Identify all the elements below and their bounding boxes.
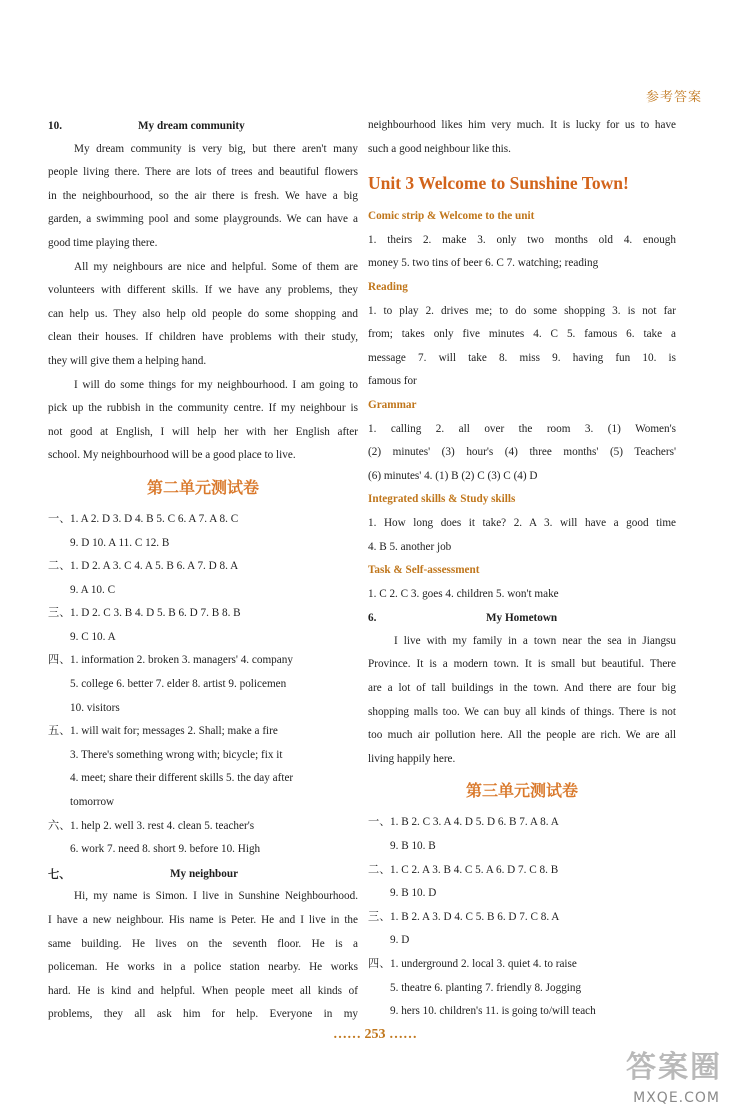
answer-text: 1. underground 2. local 3. quiet 4. to raise — [390, 958, 577, 970]
answer-text: 1. help 2. well 3. rest 4. clean 5. teacher's — [70, 819, 255, 832]
answer-text: 9. C 10. A — [70, 630, 116, 643]
answer-row — [48, 626, 358, 650]
essay-line: not good at English, I will help her with her English after — [48, 425, 358, 438]
answer-label — [48, 673, 70, 697]
right-column — [368, 114, 676, 1024]
essay-line: Hi, my name is Simon. I live in Sunshine Neighbourhood. — [74, 890, 358, 903]
answer-row — [48, 767, 358, 791]
answer-line: 1. calling 2. all over the room 3. (1) Women's — [368, 422, 676, 435]
answer-label — [48, 744, 70, 768]
essay-line: My dream community is very big, but there aren't many — [74, 142, 358, 155]
answer-row — [48, 720, 358, 744]
essay-number: 七、 — [48, 868, 71, 881]
essay-line: same building. He lives on the seventh floor. He is a — [48, 937, 358, 950]
essay-line: problems, they all ask him for help. Everyone in my — [48, 1008, 358, 1021]
answer-text: 9. hers 10. children's 11. is going to/will teach — [390, 1005, 596, 1018]
answer-label — [48, 767, 70, 791]
answer-row — [368, 835, 676, 859]
answer-line: 1. C 2. C 3. goes 4. children 5. won't make — [368, 587, 559, 600]
answer-text: 9. B 10. B — [390, 840, 436, 853]
answer-line: message 7. will take 8. miss 9. having fun 10. is — [368, 351, 676, 364]
answer-text: 1. information 2. broken 3. managers' 4. company — [70, 654, 293, 667]
answer-label — [368, 929, 390, 953]
page-footer — [0, 1027, 750, 1043]
watermark-url: MXQE.COM — [633, 1090, 720, 1106]
answer-text: 6. work 7. need 8. short 9. before 10. High — [70, 843, 261, 856]
watermark-logo: 答案圈 — [626, 1050, 722, 1085]
essay-line: can help us. They also help old people do some shopping and — [48, 307, 358, 320]
answer-text: 1. B 2. C 3. A 4. D 5. D 6. B 7. A 8. A — [390, 816, 559, 829]
answer-text: 5. college 6. better 7. elder 8. artist 9. policemen — [70, 678, 287, 691]
answer-row — [368, 1000, 676, 1024]
answer-row — [368, 929, 676, 953]
answer-label: 一、 — [368, 816, 391, 829]
answer-row — [48, 579, 358, 603]
unit-3-title: Unit 3 Welcome to Sunshine Town! — [368, 173, 629, 194]
answer-label: 二、 — [368, 863, 391, 876]
answer-row — [368, 811, 676, 835]
answer-label — [368, 882, 390, 906]
answer-label — [368, 835, 390, 859]
essay-line: too much air pollution here. All the people are rich. We are all — [368, 729, 676, 742]
answer-line: 1. How long does it take? 2. A 3. will have a good time — [368, 516, 676, 529]
essay-line: All my neighbours are nice and helpful. Some of them are — [74, 260, 358, 273]
answer-text: 3. There's something wrong with; bicycle; fix it — [70, 748, 283, 761]
essay-line: volunteers with different skills. If we have any problems, they — [48, 284, 358, 297]
answer-line: 1. theirs 2. make 3. only two months old 4. enough — [368, 233, 676, 246]
answer-row — [48, 673, 358, 697]
essay-7-header — [48, 862, 358, 886]
answer-text: 9. D 10. A 11. C 12. B — [70, 536, 170, 549]
essay-line: such a good neighbour like this. — [368, 142, 511, 155]
answer-label: 五、 — [48, 725, 71, 738]
answer-row — [48, 697, 358, 721]
answer-text: 1. will wait for; messages 2. Shall; make a fire — [70, 725, 278, 738]
essay-line: I will do some things for my neighbourhood. I am going to — [74, 378, 358, 391]
page-label: 参考答案 — [645, 89, 702, 104]
answer-text: 10. visitors — [70, 701, 120, 714]
section-heading: Reading — [368, 280, 408, 293]
answer-text: 4. meet; share their different skills 5. the day after — [70, 772, 294, 785]
answer-text: tomorrow — [70, 796, 115, 809]
answer-row — [368, 977, 676, 1001]
answer-row — [368, 953, 676, 977]
answer-label: 三、 — [368, 910, 391, 923]
answer-line: (6) minutes' 4. (1) B (2) C (3) C (4) D — [368, 469, 538, 482]
answer-text: 1. D 2. C 3. B 4. D 5. B 6. D 7. B 8. B — [70, 607, 241, 620]
answer-label — [368, 1000, 390, 1024]
essay-line: pick up the rubbish in the community centre. If my neighbour is — [48, 402, 358, 415]
essay-line: hard. He is kind and helpful. When people meet all kinds of — [48, 984, 358, 997]
essay-10-header — [48, 114, 358, 138]
essay-line: Province. It is a modern town. It is small but beautiful. There — [368, 658, 676, 671]
essay-line: shopping malls too. We can buy all kinds of things. There is not — [368, 705, 676, 718]
essay-title: My neighbour — [170, 867, 239, 880]
answer-row — [48, 602, 358, 626]
answer-row — [48, 791, 358, 815]
answer-label — [48, 579, 70, 603]
answer-row — [48, 815, 358, 839]
unit-3-test-title: 第三单元测试卷 — [465, 781, 578, 801]
answer-label — [48, 838, 70, 862]
section-heading: Grammar — [368, 398, 417, 411]
answer-text: 1. A 2. D 3. D 4. B 5. C 6. A 7. A 8. C — [70, 512, 239, 525]
answer-line: 4. B 5. another job — [368, 540, 452, 553]
answer-line: money 5. two tins of beer 6. C 7. watching; reading — [368, 257, 599, 270]
answer-line: from; takes only five minutes 4. C 5. famous 6. take a — [368, 328, 676, 341]
answer-text: 9. A 10. C — [70, 583, 116, 596]
section-heading: Comic strip & Welcome to the unit — [368, 210, 535, 223]
left-column — [48, 114, 358, 1027]
essay-line: I live with my family in a town near the sea in Jiangsu — [394, 634, 676, 647]
footer-dots-left: …… — [333, 1027, 361, 1042]
answer-row — [368, 906, 676, 930]
essay-line: clean their houses. If children have problems with their study, — [48, 331, 358, 344]
page-number: 253 — [364, 1027, 386, 1042]
answer-line: (2) minutes' (3) hour's (4) three months' (5) Teachers' — [368, 446, 676, 459]
answer-label: 四、 — [368, 958, 391, 970]
answer-label — [48, 791, 70, 815]
essay-number: 6. — [368, 612, 377, 625]
answer-label: 三、 — [48, 607, 71, 620]
answer-label — [48, 697, 70, 721]
essay-title: My Hometown — [486, 612, 558, 625]
section-heading: Integrated skills & Study skills — [368, 493, 516, 506]
section-heading: Task & Self-assessment — [368, 564, 480, 577]
essay-line: people living there. There are lots of trees and beautiful flowers — [48, 166, 358, 179]
answer-row — [368, 882, 676, 906]
essay-6-header — [368, 606, 676, 630]
answer-row — [48, 649, 358, 673]
essay-line: school. My neighbourhood will be a good place to live. — [48, 449, 296, 462]
answer-row — [48, 744, 358, 768]
answer-label: 四、 — [48, 654, 71, 667]
answer-text: 5. theatre 6. planting 7. friendly 8. Jogging — [390, 981, 582, 994]
answer-row — [48, 508, 358, 532]
answer-text: 9. B 10. D — [390, 887, 437, 900]
essay-number: 10. — [48, 119, 62, 132]
essay-line: policeman. He works in a police station nearby. He works — [48, 961, 358, 974]
answer-label: 二、 — [48, 560, 71, 573]
essay-line: they will give them a helping hand. — [48, 354, 207, 367]
answer-text: 1. C 2. A 3. B 4. C 5. A 6. D 7. C 8. B — [390, 863, 559, 876]
answer-row — [48, 838, 358, 862]
answer-label — [48, 532, 70, 556]
essay-line: neighbourhood likes him very much. It is lucky for us to have — [368, 119, 676, 131]
essay-line: in the neighbourhood, so the air there is fresh. We have a big — [48, 189, 358, 202]
essay-line: I have a new neighbour. His name is Peter. He and I live in the — [48, 914, 358, 926]
essay-title: My dream community — [138, 119, 245, 132]
answer-line: 1. to play 2. drives me; to do some shopping 3. is not far — [368, 304, 676, 317]
unit-2-test-title: 第二单元测试卷 — [146, 477, 259, 497]
answer-row — [48, 532, 358, 556]
answer-row — [48, 555, 358, 579]
answer-label — [368, 977, 390, 1001]
answer-label — [48, 626, 70, 650]
watermark — [590, 1044, 740, 1114]
answer-text: 9. D — [390, 934, 410, 947]
answer-label: 一、 — [48, 512, 71, 525]
essay-line: are a lot of tall buildings in the town. And there are four big — [368, 682, 676, 695]
essay-line: good time playing there. — [48, 236, 158, 249]
answer-label: 六、 — [48, 819, 71, 832]
answer-text: 1. B 2. A 3. D 4. C 5. B 6. D 7. C 8. A — [390, 910, 560, 923]
answer-line: famous for — [368, 375, 417, 388]
essay-line: living happily here. — [368, 752, 456, 765]
footer-dots-right: …… — [389, 1027, 417, 1042]
answer-text: 1. D 2. A 3. C 4. A 5. B 6. A 7. D 8. A — [70, 560, 239, 573]
answer-row — [368, 859, 676, 883]
essay-line: garden, a swimming pool and some playgrounds. We can have a — [48, 213, 358, 226]
